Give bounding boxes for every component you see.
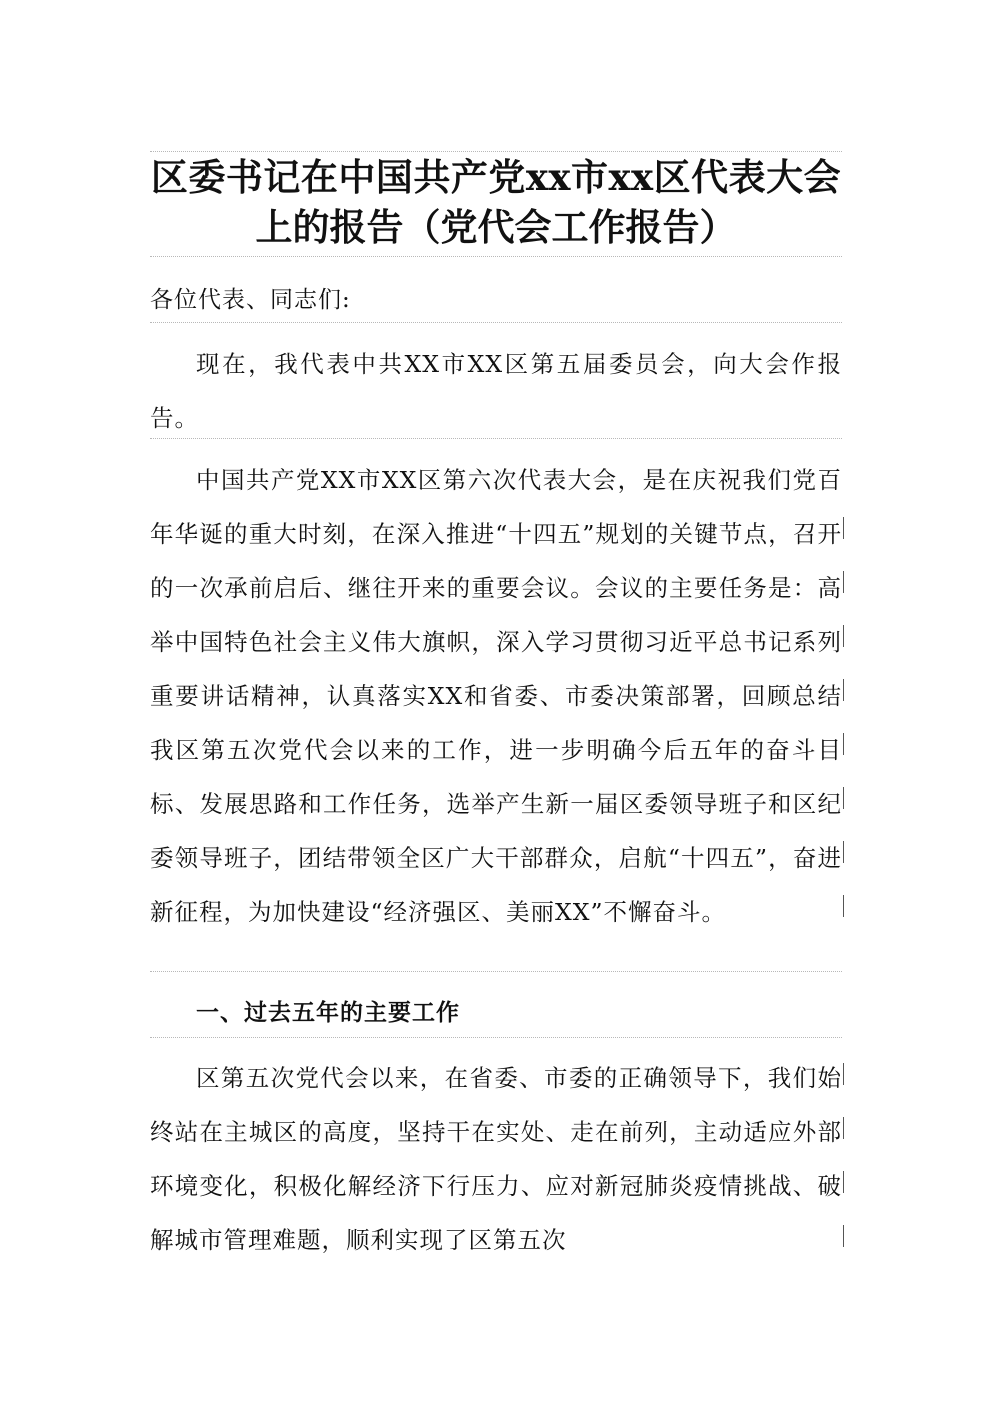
salutation: 各位代表、同志们:	[150, 287, 351, 313]
paragraph-congress-purpose: 中国共产党XX市XX区第六次代表大会，是在庆祝我们党百年华诞的重大时刻，在深入推进“十四五”规划的关键节点，召开的一次承前启后、继往开来的重要会议。会议的主要任务是：高举中国特色社会主义伟大旗帜，深入学习贯彻习近平总书记系列重要讲话精神，认真落实XX和省委、市委决策部署，回顾总结我区第五次党代会以来的工作，进一步明确今后五年的奋斗目标、发展思路和工作任务，选举产生新一届区委领导班子和区纪委领导班子，团结带领全区广大干部群众，启航“十四五”，奋进新征程，为加快建设“经济强区、美丽XX”不懈奋斗。	[150, 466, 842, 926]
margin-line-mark	[843, 841, 844, 863]
document-title	[150, 152, 842, 252]
margin-line-mark	[843, 733, 844, 755]
margin-line-mark	[843, 517, 844, 539]
margin-line-mark	[843, 1171, 844, 1193]
title-line-1: 区委书记在中国共产党xx市xx区代表大会	[150, 155, 842, 199]
margin-line-mark	[843, 1117, 844, 1139]
divider	[150, 1037, 842, 1038]
margin-line-mark	[843, 679, 844, 701]
title-line-2: 上的报告（党代会工作报告）	[255, 205, 737, 249]
margin-line-mark	[843, 571, 844, 593]
margin-line-mark	[843, 1225, 844, 1247]
paragraph-past-work: 区第五次党代会以来，在省委、市委的正确领导下，我们始终站在主城区的高度，坚持干在实处、走在前列，主动适应外部环境变化，积极化解经济下行压力、应对新冠肺炎疫情挑战、破解城市管理难题，顺利实现了区第五次	[150, 1064, 842, 1254]
section-heading: 一、过去五年的主要工作	[196, 999, 460, 1026]
divider	[150, 438, 842, 439]
divider	[150, 322, 842, 323]
paragraph-opening: 现在，我代表中共XX市XX区第五届委员会，向大会作报告。	[150, 350, 842, 432]
margin-line-mark	[843, 895, 844, 917]
divider	[150, 256, 842, 257]
margin-line-mark	[843, 1063, 844, 1085]
margin-line-mark	[843, 787, 844, 809]
divider	[150, 971, 842, 972]
margin-line-mark	[843, 625, 844, 647]
